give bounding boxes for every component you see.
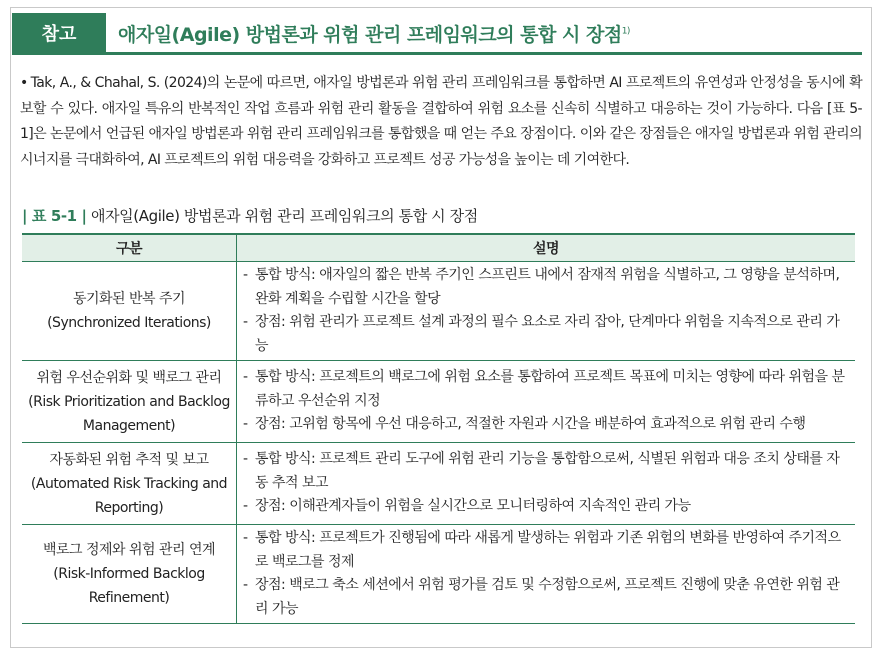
table-row [22, 262, 855, 361]
description-cell [237, 443, 856, 525]
category-cell [22, 361, 237, 443]
benefit-text: 장점: 백로그 축소 세션에서 위험 평가를 검토 및 수정함으로써, 프로젝트 진행에 맞춘 유연한 위험 관리 가능 [255, 577, 840, 617]
category-name: 위험 우선순위화 및 백로그 관리 [36, 369, 222, 386]
category-cell [22, 443, 237, 525]
header-category: 구분 [22, 234, 237, 262]
category-english: (Risk Prioritization and Backlog Management) [28, 393, 230, 434]
dash: - [243, 498, 248, 515]
method-item [243, 264, 851, 311]
category-cell [22, 262, 237, 361]
dash: - [243, 314, 248, 330]
benefit-text: 장점: 위험 관리가 프로젝트 설계 과정의 필수 요소로 자리 잡아, 단계마다 위험을 지속적으로 관리 가능 [255, 314, 840, 354]
table-caption [22, 205, 478, 226]
method-item [243, 366, 851, 413]
category-name: 자동화된 위험 추적 및 보고 [49, 451, 209, 468]
category-name: 동기화된 반복 주기 [72, 291, 186, 307]
dash: - [243, 267, 248, 283]
paragraph-text: Tak, A., & Chahal, S. (2024)의 논문에 따르면, 애자일 방법론과 위험 관리 프레임워크를 통합하면 AI 프로젝트의 유연성과 안정성을 동시에 확보할 수 있다. 애자일 특유의 반복적인 작업 흐름과 위험 관리 활동을 결합하여 위험 요소를 신속히 식별하고 대응하는 것이 가능하다. 다음 [표 5-1]은 논문에서 언급된 애자일 방법론과 위험 관리 프레임워크를 통합했을 때 얻는 주요 장점이다. 이와 같은 장점들은 애자일 방법론과 위험 관리의 시너지를 극대화하여, AI 프로젝트의 위험 대응력을 강화하고 프로젝트 성공 가능성을 높이는 데 기여한다. [20, 75, 862, 168]
body-paragraph [20, 71, 862, 173]
method-text: 통합 방식: 애자일의 짧은 반복 주기인 스프린트 내에서 잠재적 위험을 식별하고, 그 영향을 분석하며, 완화 계획을 수립할 시간을 할당 [255, 267, 840, 307]
note-tag: 참고 [12, 13, 106, 53]
dash: - [243, 530, 248, 546]
dash: - [243, 416, 248, 433]
dash: - [243, 451, 248, 468]
category-english: (Synchronized Iterations) [47, 315, 211, 331]
table-row [22, 361, 855, 443]
section-title [118, 20, 630, 47]
category-english: (Risk-Informed Backlog Refinement) [53, 566, 205, 606]
method-text: 통합 방식: 프로젝트가 진행됨에 따라 새롭게 발생하는 위험과 기존 위험의 변화를 반영하여 주기적으로 백로그를 정제 [255, 530, 841, 570]
description-cell [237, 262, 856, 361]
description-cell [237, 361, 856, 443]
table-row [22, 443, 855, 525]
category-english: (Automated Risk Tracking and Reporting) [30, 475, 228, 516]
method-item [243, 448, 851, 495]
method-text: 통합 방식: 프로젝트 관리 도구에 위험 관리 기능을 통합함으로써, 식별된 위험과 대응 조치 상태를 자동 추적 보고 [255, 451, 840, 491]
bullet: • [20, 75, 28, 91]
table-header-row [22, 234, 855, 262]
table-title: 애자일(Agile) 방법론과 위험 관리 프레임워크의 통합 시 장점 [91, 207, 478, 225]
method-text: 통합 방식: 프로젝트의 백로그에 위험 요소를 통합하여 프로젝트 목표에 미치는 영향에 따라 위험을 분류하고 우선순위 지정 [255, 369, 845, 409]
dash: - [243, 369, 248, 386]
table-row [22, 525, 855, 624]
benefit-text: 장점: 이해관계자들이 위험을 실시간으로 모니터링하여 지속적인 관리 가능 [255, 498, 691, 515]
advantages-table [22, 233, 855, 624]
footnote-marker: 1) [621, 26, 630, 37]
category-cell [22, 525, 237, 624]
section-title-text: 애자일(Agile) 방법론과 위험 관리 프레임워크의 통합 시 장점 [118, 24, 622, 46]
benefit-item [243, 495, 851, 519]
benefit-text: 장점: 고위험 항목에 우선 대응하고, 적절한 자원과 시간을 배분하여 효과적으로 위험 관리 수행 [255, 416, 806, 433]
dash: - [243, 577, 248, 593]
benefit-item [243, 311, 851, 358]
category-name: 백로그 정제와 위험 관리 연계 [42, 542, 216, 558]
header-divider [12, 52, 862, 55]
header-description: 설명 [237, 234, 856, 262]
method-item [243, 527, 851, 574]
benefit-item [243, 413, 851, 437]
description-cell [237, 525, 856, 624]
section-header [12, 13, 862, 53]
benefit-item [243, 574, 851, 621]
table-number: | 표 5-1 | [22, 207, 87, 225]
